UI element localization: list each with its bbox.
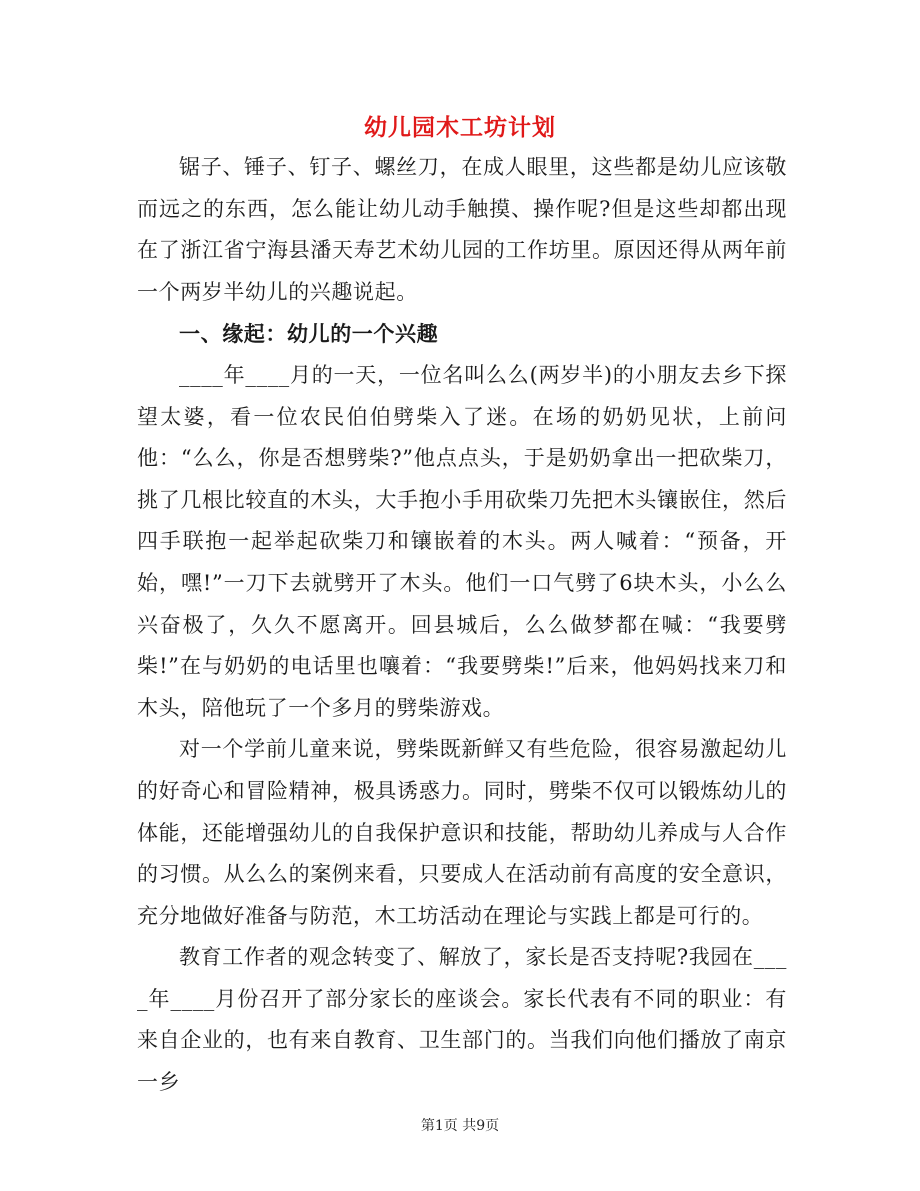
document-body — [137, 147, 787, 1104]
paragraph-story: ____年____月的一天，一位名叫么么(两岁半)的小朋友去乡下探望太婆，看一位农民伯伯劈柴入了迷。在场的奶奶见状，上前问他：“么么，你是否想劈柴?”他点点头，于是奶奶拿出一把砍柴刀，挑了几根比较直的木头，大手抱小手用砍柴刀先把木头镶嵌住，然后四手联抱一起举起砍柴刀和镶嵌着的木头。两人喊着：“预备，开始，嘿!”一刀下去就劈开了木头。他们一口气劈了6块木头，小么么兴奋极了，久久不愿离开。回县城后，么么做梦都在喊：“我要劈柴!”在与奶奶的电话里也嚷着：“我要劈柴!”后来，他妈妈找来刀和木头，陪他玩了一个多月的劈柴游戏。 — [137, 362, 787, 720]
section-heading-origin: 一、缘起：幼儿的一个兴趣 — [179, 321, 439, 347]
paragraph-parents: 教育工作者的观念转变了、解放了，家长是否支持呢?我园在____年____月份召开了部分家长的座谈会。家长代表有不同的职业：有来自企业的，也有来自教育、卫生部门的。当我们向他们播放了南京一乡 — [137, 945, 787, 1095]
page-footer: 第1页 共9页 — [420, 1118, 500, 1134]
paragraph-analysis: 对一个学前儿童来说，劈柴既新鲜又有些危险，很容易激起幼儿的好奇心和冒险精神，极具诱惑力。同时，劈柴不仅可以锻炼幼儿的体能，还能增强幼儿的自我保护意识和技能，帮助幼儿养成与人合作的习惯。从么么的案例来看，只要成人在活动前有高度的安全意识，充分地做好准备与防范，木工坊活动在理论与实践上都是可行的。 — [137, 737, 787, 928]
paragraph-intro: 锯子、锤子、钉子、螺丝刀，在成人眼里，这些都是幼儿应该敬而远之的东西，怎么能让幼儿动手触摸、操作呢?但是这些却都出现在了浙江省宁海县潘天寿艺术幼儿园的工作坊里。原因还得从两年前一个两岁半幼儿的兴趣说起。 — [137, 155, 787, 304]
document-title: 幼儿园木工坊计划 — [364, 114, 556, 141]
